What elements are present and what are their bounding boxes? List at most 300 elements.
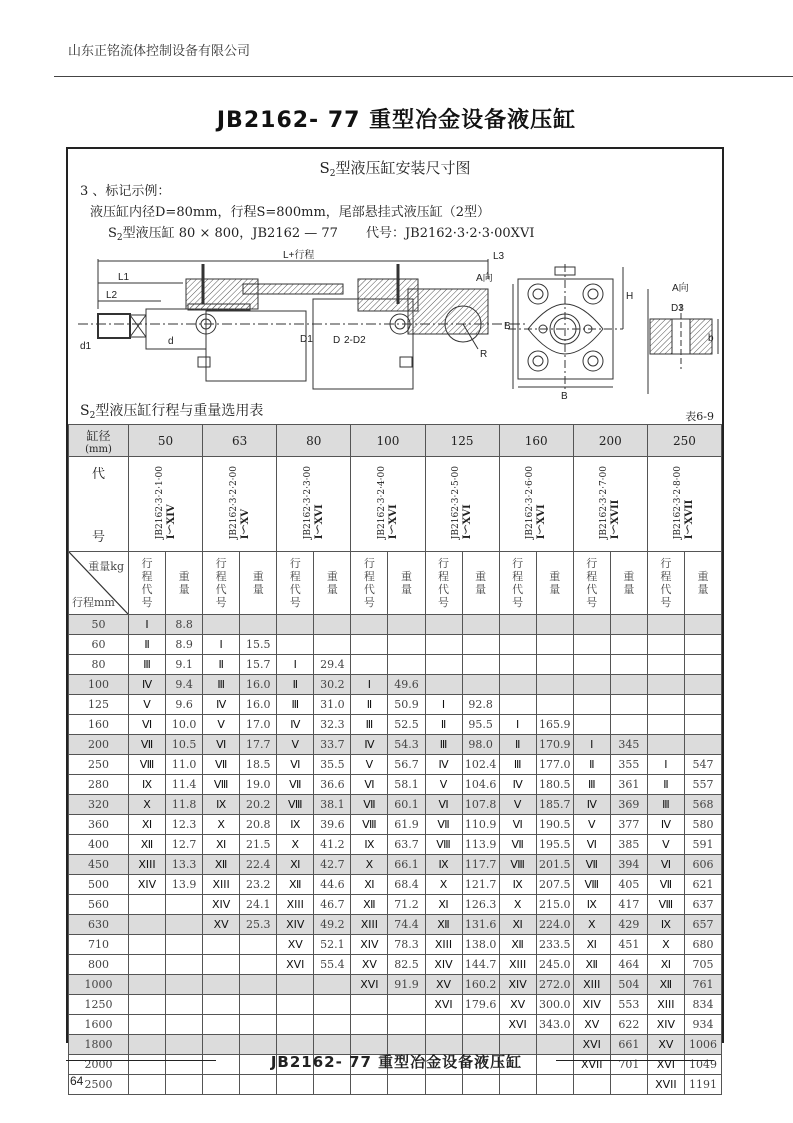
weight-value xyxy=(166,895,203,915)
stroke-code xyxy=(277,1015,314,1035)
stroke-value: 450 xyxy=(69,855,129,875)
stroke-code: Ⅰ xyxy=(647,755,684,775)
weight-value xyxy=(240,955,277,975)
bore-header-63: 63 xyxy=(203,425,277,457)
stroke-value: 630 xyxy=(69,915,129,935)
stroke-code: XV xyxy=(277,935,314,955)
weight-value: 55.4 xyxy=(314,955,351,975)
stroke-code: Ⅲ xyxy=(573,775,610,795)
weight-value: 113.9 xyxy=(462,835,499,855)
weight-header xyxy=(462,552,499,615)
bore-code-range: I～XVII xyxy=(610,499,622,540)
weight-header-label: 重量 xyxy=(623,570,635,596)
header-divider xyxy=(54,76,793,77)
stroke-code: Ⅴ xyxy=(277,735,314,755)
stroke-code xyxy=(351,1075,388,1095)
weight-value: 451 xyxy=(610,935,647,955)
stroke-code: Ⅺ xyxy=(129,815,166,835)
weight-value: 417 xyxy=(610,895,647,915)
designation-text: 型液压缸 80 × 800，JB2162 — 77 xyxy=(122,226,338,241)
stroke-code: XVI xyxy=(277,955,314,975)
table-title-prefix: S xyxy=(80,403,90,419)
stroke-code: XIII xyxy=(425,935,462,955)
weight-value: 622 xyxy=(610,1015,647,1035)
weight-header xyxy=(610,552,647,615)
stroke-code: Ⅺ xyxy=(573,935,610,955)
stroke-code xyxy=(351,1015,388,1035)
weight-value: 621 xyxy=(684,875,721,895)
weight-value xyxy=(536,615,573,635)
stroke-code: Ⅶ xyxy=(647,875,684,895)
stroke-code: Ⅲ xyxy=(129,655,166,675)
weight-value: 201.5 xyxy=(536,855,573,875)
bore-code-text: JB2162·3·2·5·00 xyxy=(451,465,462,540)
weight-value: 17.0 xyxy=(240,715,277,735)
weight-value: 20.8 xyxy=(240,815,277,835)
bore-header-160: 160 xyxy=(499,425,573,457)
weight-value: 61.9 xyxy=(388,815,425,835)
bore-code-range: I～XV xyxy=(239,508,251,540)
weight-value: 1191 xyxy=(684,1075,721,1095)
stroke-code: Ⅹ xyxy=(129,795,166,815)
weight-value: 102.4 xyxy=(462,755,499,775)
weight-value xyxy=(240,995,277,1015)
bore-code-range: I～XIV xyxy=(165,504,177,540)
weight-value: 394 xyxy=(610,855,647,875)
stroke-code: Ⅰ xyxy=(129,615,166,635)
stroke-value: 560 xyxy=(69,895,129,915)
stroke-code xyxy=(573,715,610,735)
stroke-code xyxy=(203,935,240,955)
weight-value xyxy=(610,1075,647,1095)
stroke-code: Ⅶ xyxy=(129,735,166,755)
stroke-value: 2500 xyxy=(69,1075,129,1095)
stroke-code xyxy=(573,1075,610,1095)
stroke-code: Ⅶ xyxy=(351,795,388,815)
stroke-code xyxy=(499,635,536,655)
weight-value: 46.7 xyxy=(314,895,351,915)
stroke-code: XV xyxy=(573,1015,610,1035)
table-row xyxy=(69,715,722,735)
weight-value: 66.1 xyxy=(388,855,425,875)
weight-value: 17.7 xyxy=(240,735,277,755)
weight-value: 33.7 xyxy=(314,735,351,755)
bore-header-80: 80 xyxy=(277,425,351,457)
weight-value: 22.4 xyxy=(240,855,277,875)
stroke-code xyxy=(277,975,314,995)
stroke-code xyxy=(647,655,684,675)
stroke-code: Ⅱ xyxy=(499,735,536,755)
stroke-code-header-label: 行程代号 xyxy=(660,557,672,609)
stroke-code xyxy=(203,975,240,995)
weight-value xyxy=(684,675,721,695)
stroke-code xyxy=(573,615,610,635)
stroke-code xyxy=(647,735,684,755)
stroke-code-header xyxy=(647,552,684,615)
weight-value: 160.2 xyxy=(462,975,499,995)
dim-label-bore-d: D xyxy=(333,335,341,346)
stroke-code: Ⅱ xyxy=(203,655,240,675)
stroke-code: Ⅹ xyxy=(425,875,462,895)
bore-code xyxy=(524,466,548,539)
weight-value: 56.7 xyxy=(388,755,425,775)
bore-code-cell xyxy=(573,457,647,552)
designation-subscript: 2 xyxy=(116,233,123,243)
weight-value: 606 xyxy=(684,855,721,875)
stroke-weight-table xyxy=(68,424,722,1095)
weight-header xyxy=(314,552,351,615)
stroke-value: 710 xyxy=(69,935,129,955)
stroke-code: XV xyxy=(203,915,240,935)
table-row xyxy=(69,835,722,855)
stroke-value: 1600 xyxy=(69,1015,129,1035)
stroke-code xyxy=(129,1015,166,1035)
stroke-value: 250 xyxy=(69,755,129,775)
stroke-code: XVII xyxy=(647,1075,684,1095)
stroke-code: XIV xyxy=(277,915,314,935)
stroke-unit-label: 行程mm xyxy=(72,596,115,609)
table-row xyxy=(69,875,722,895)
stroke-code: Ⅰ xyxy=(351,675,388,695)
stroke-code: Ⅸ xyxy=(499,875,536,895)
stroke-code: Ⅷ xyxy=(277,795,314,815)
weight-value xyxy=(684,715,721,735)
weight-value: 16.0 xyxy=(240,675,277,695)
stroke-code: Ⅻ xyxy=(129,835,166,855)
stroke-value: 280 xyxy=(69,775,129,795)
stroke-code xyxy=(573,695,610,715)
weight-value: 553 xyxy=(610,995,647,1015)
bore-code-cell xyxy=(647,457,721,552)
page-title: JB2162- 77 重型冶金设备液压缸 xyxy=(216,108,577,133)
stroke-code-header-label: 行程代号 xyxy=(141,557,153,609)
stroke-code: XIII xyxy=(573,975,610,995)
stroke-value: 80 xyxy=(69,655,129,675)
stroke-code xyxy=(647,695,684,715)
weight-value: 107.8 xyxy=(462,795,499,815)
stroke-code: Ⅺ xyxy=(203,835,240,855)
cylinder-side-view xyxy=(78,259,528,389)
weight-value: 29.4 xyxy=(314,655,351,675)
bore-code-text: JB2162·3·2·3·00 xyxy=(302,465,313,540)
weight-value: 15.5 xyxy=(240,635,277,655)
stroke-code xyxy=(425,655,462,675)
stroke-code: Ⅸ xyxy=(277,815,314,835)
weight-value: 385 xyxy=(610,835,647,855)
weight-value: 38.1 xyxy=(314,795,351,815)
stroke-code: Ⅳ xyxy=(425,755,462,775)
stroke-code xyxy=(129,895,166,915)
stroke-code: XIV xyxy=(351,935,388,955)
stroke-code xyxy=(277,995,314,1015)
weight-header-label: 重量 xyxy=(326,570,338,596)
weight-value: 20.2 xyxy=(240,795,277,815)
bore-code-text: JB2162·3·2·6·00 xyxy=(525,465,536,540)
stroke-code-header-label: 行程代号 xyxy=(586,557,598,609)
weight-value: 661 xyxy=(610,1035,647,1055)
weight-value xyxy=(314,1015,351,1035)
stroke-code xyxy=(277,615,314,635)
table-row xyxy=(69,915,722,935)
table-title-subscript: 2 xyxy=(89,411,96,421)
stroke-code: Ⅸ xyxy=(203,795,240,815)
label-a-direction-section: A向 xyxy=(672,283,689,294)
diagram-title xyxy=(68,157,722,179)
stroke-value: 800 xyxy=(69,955,129,975)
table-title xyxy=(80,400,263,421)
stroke-code: Ⅶ xyxy=(203,755,240,775)
stroke-code xyxy=(499,655,536,675)
footer-title: JB2162- 77 重型冶金设备液压缸 xyxy=(270,1053,523,1071)
stroke-value: 60 xyxy=(69,635,129,655)
weight-value: 245.0 xyxy=(536,955,573,975)
stroke-code xyxy=(499,695,536,715)
stroke-code: Ⅶ xyxy=(573,855,610,875)
bore-code xyxy=(672,466,696,539)
bore-header-125: 125 xyxy=(425,425,499,457)
stroke-code: Ⅻ xyxy=(647,975,684,995)
weight-value xyxy=(536,695,573,715)
stroke-code-header xyxy=(203,552,240,615)
stroke-code: XVI xyxy=(351,975,388,995)
weight-value: 82.5 xyxy=(388,955,425,975)
weight-value: 13.3 xyxy=(166,855,203,875)
weight-value: 49.2 xyxy=(314,915,351,935)
stroke-code: Ⅹ xyxy=(351,855,388,875)
stroke-code xyxy=(277,635,314,655)
stroke-code: XVI xyxy=(425,995,462,1015)
weight-value: 215.0 xyxy=(536,895,573,915)
stroke-code xyxy=(203,1075,240,1095)
stroke-code xyxy=(647,675,684,695)
weight-value: 32.3 xyxy=(314,715,351,735)
stroke-code: Ⅵ xyxy=(499,815,536,835)
weight-value: 10.5 xyxy=(166,735,203,755)
dim-label-l3: L3 xyxy=(493,251,505,262)
bore-code-text: JB2162·3·2·8·00 xyxy=(673,465,684,540)
stroke-code: Ⅺ xyxy=(647,955,684,975)
stroke-code-header xyxy=(573,552,610,615)
stroke-code: XVII xyxy=(573,1055,610,1075)
bore-code-text: JB2162·3·2·7·00 xyxy=(599,465,610,540)
stroke-code: XIII xyxy=(203,875,240,895)
table-row xyxy=(69,935,722,955)
table-row xyxy=(69,655,722,675)
weight-value: 104.6 xyxy=(462,775,499,795)
stroke-code: XIII xyxy=(277,895,314,915)
stroke-code: Ⅻ xyxy=(499,935,536,955)
stroke-code: XV xyxy=(351,955,388,975)
stroke-value: 1800 xyxy=(69,1035,129,1055)
cylinder-end-view xyxy=(508,264,623,389)
stroke-value: 1000 xyxy=(69,975,129,995)
stroke-code xyxy=(203,955,240,975)
weight-value xyxy=(684,655,721,675)
stroke-code: Ⅴ xyxy=(573,815,610,835)
stroke-code: Ⅵ xyxy=(129,715,166,735)
stroke-value: 360 xyxy=(69,815,129,835)
weight-value: 177.0 xyxy=(536,755,573,775)
stroke-code xyxy=(499,1075,536,1095)
company-name: 山东正铭流体控制设备有限公司 xyxy=(68,44,251,59)
weight-value: 233.5 xyxy=(536,935,573,955)
weight-value: 21.5 xyxy=(240,835,277,855)
stroke-code: Ⅶ xyxy=(425,815,462,835)
weight-value: 68.4 xyxy=(388,875,425,895)
dim-label-l-stroke: L+行程 xyxy=(283,250,315,261)
weight-value: 23.2 xyxy=(240,875,277,895)
stroke-code: Ⅳ xyxy=(647,815,684,835)
stroke-code: Ⅷ xyxy=(203,775,240,795)
weight-value xyxy=(388,995,425,1015)
weight-value: 18.5 xyxy=(240,755,277,775)
bore-code-cell xyxy=(499,457,573,552)
weight-value xyxy=(314,615,351,635)
weight-value xyxy=(610,675,647,695)
bore-code-range: I～XVII xyxy=(684,499,696,540)
weight-value xyxy=(166,975,203,995)
stroke-value: 125 xyxy=(69,695,129,715)
bore-header-100: 100 xyxy=(351,425,425,457)
stroke-code: Ⅳ xyxy=(499,775,536,795)
weight-value xyxy=(388,635,425,655)
weight-value xyxy=(388,1015,425,1035)
table-row xyxy=(69,855,722,875)
stroke-code: Ⅲ xyxy=(351,715,388,735)
weight-value xyxy=(610,715,647,735)
stroke-code: Ⅷ xyxy=(425,835,462,855)
weight-value: 58.1 xyxy=(388,775,425,795)
stroke-code xyxy=(351,635,388,655)
weight-header xyxy=(388,552,425,615)
table-row xyxy=(69,695,722,715)
stroke-code: Ⅱ xyxy=(647,775,684,795)
stroke-code: Ⅹ xyxy=(573,915,610,935)
stroke-code: XIV xyxy=(499,975,536,995)
dim-label-d: d xyxy=(168,336,174,347)
stroke-code xyxy=(425,1015,462,1035)
dim-label-b-bottom: B xyxy=(561,391,568,402)
stroke-code-header xyxy=(499,552,536,615)
weight-value: 110.9 xyxy=(462,815,499,835)
bore-header-50: 50 xyxy=(129,425,203,457)
stroke-code xyxy=(573,655,610,675)
stroke-code: Ⅸ xyxy=(573,895,610,915)
stroke-code xyxy=(499,615,536,635)
bore-label: 缸径 xyxy=(86,428,111,443)
dim-label-h: H xyxy=(626,291,634,302)
example-designation xyxy=(80,223,534,249)
stroke-code: Ⅵ xyxy=(573,835,610,855)
weight-header xyxy=(166,552,203,615)
stroke-code: Ⅱ xyxy=(277,675,314,695)
stroke-value: 400 xyxy=(69,835,129,855)
weight-value xyxy=(462,635,499,655)
designation-prefix: S xyxy=(108,226,117,241)
weight-value: 195.5 xyxy=(536,835,573,855)
stroke-code xyxy=(129,975,166,995)
weight-value xyxy=(240,935,277,955)
stroke-code-header-label: 行程代号 xyxy=(512,557,524,609)
weight-value: 272.0 xyxy=(536,975,573,995)
bore-header-row xyxy=(69,425,722,457)
stroke-code: Ⅵ xyxy=(425,795,462,815)
stroke-value: 500 xyxy=(69,875,129,895)
stroke-code-header xyxy=(351,552,388,615)
weight-value: 12.7 xyxy=(166,835,203,855)
stroke-code-header-label: 行程代号 xyxy=(215,557,227,609)
stroke-code xyxy=(129,995,166,1015)
bore-code-cell xyxy=(277,457,351,552)
table-number: 表6-9 xyxy=(685,410,714,423)
weight-value: 580 xyxy=(684,815,721,835)
weight-value: 9.6 xyxy=(166,695,203,715)
designation-code: 代号：JB2162·3·2·3·00XVI xyxy=(365,226,535,241)
weight-value: 117.7 xyxy=(462,855,499,875)
stroke-code: Ⅴ xyxy=(129,695,166,715)
dim-label-b-small: b xyxy=(708,333,714,344)
weight-value: 144.7 xyxy=(462,955,499,975)
weight-value: 165.9 xyxy=(536,715,573,735)
table-row xyxy=(69,735,722,755)
stroke-code: Ⅸ xyxy=(351,835,388,855)
bore-code-cell xyxy=(129,457,203,552)
stroke-code: XV xyxy=(499,995,536,1015)
dim-label-2-d2: 2-D2 xyxy=(344,335,366,346)
stroke-code xyxy=(499,675,536,695)
bore-code-text: JB2162·3·2·1·00 xyxy=(154,465,165,540)
stroke-code: XIV xyxy=(129,875,166,895)
stroke-code: Ⅸ xyxy=(129,775,166,795)
weight-value xyxy=(388,1075,425,1095)
code-label-top: 代 xyxy=(91,467,105,482)
weight-value: 92.8 xyxy=(462,695,499,715)
code-label-cell xyxy=(69,457,129,552)
weight-value: 11.4 xyxy=(166,775,203,795)
weight-value xyxy=(166,955,203,975)
table-row xyxy=(69,955,722,975)
weight-value: 25.3 xyxy=(240,915,277,935)
stroke-code: Ⅺ xyxy=(499,915,536,935)
stroke-code: Ⅷ xyxy=(573,875,610,895)
weight-value: 547 xyxy=(684,755,721,775)
weight-value xyxy=(684,615,721,635)
weight-value: 71.2 xyxy=(388,895,425,915)
weight-value: 1049 xyxy=(684,1055,721,1075)
table-row xyxy=(69,1015,722,1035)
stroke-code: Ⅹ xyxy=(499,895,536,915)
stroke-code: Ⅰ xyxy=(203,635,240,655)
weight-value: 13.9 xyxy=(166,875,203,895)
weight-value: 343.0 xyxy=(536,1015,573,1035)
weight-value: 31.0 xyxy=(314,695,351,715)
weight-header-label: 重量 xyxy=(178,570,190,596)
weight-header-label: 重量 xyxy=(549,570,561,596)
weight-value xyxy=(610,655,647,675)
weight-value: 591 xyxy=(684,835,721,855)
weight-value xyxy=(684,635,721,655)
stroke-code: Ⅲ xyxy=(425,735,462,755)
stroke-code xyxy=(647,635,684,655)
weight-value xyxy=(610,635,647,655)
weight-value: 705 xyxy=(684,955,721,975)
weight-value: 504 xyxy=(610,975,647,995)
weight-value: 568 xyxy=(684,795,721,815)
stroke-code: Ⅵ xyxy=(203,735,240,755)
table-row xyxy=(69,995,722,1015)
weight-value: 224.0 xyxy=(536,915,573,935)
dim-label-l1: L1 xyxy=(118,272,130,283)
